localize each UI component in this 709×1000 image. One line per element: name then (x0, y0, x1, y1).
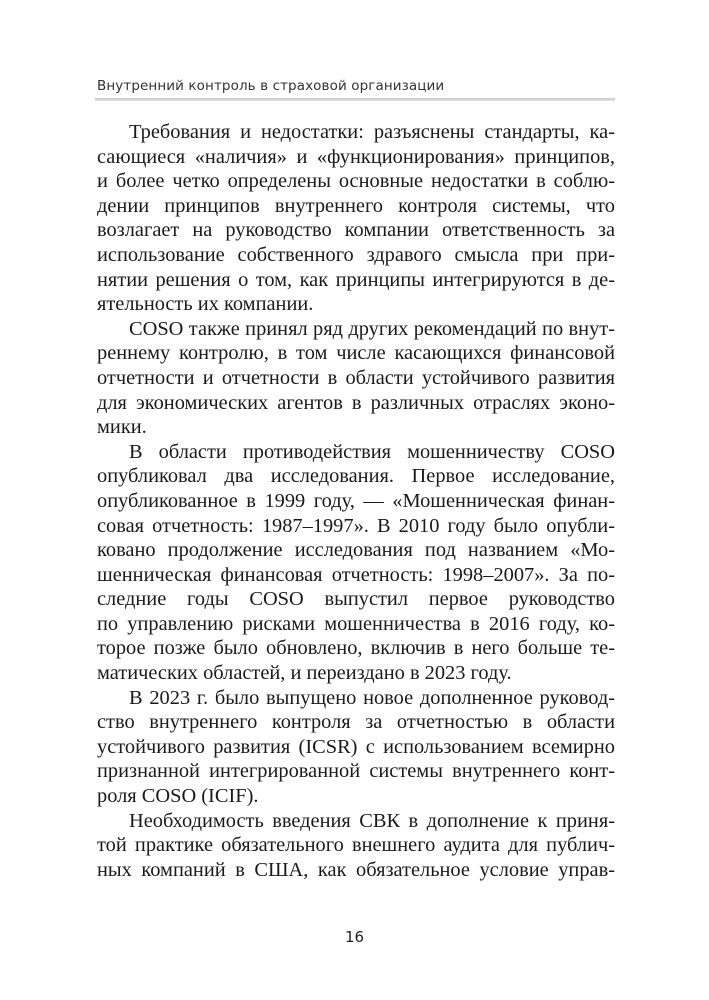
text-line: мики. (97, 416, 147, 439)
running-header: Внутренний контроль в страховой организации (97, 78, 445, 94)
text-line: торое позже было обновлено, включив в него больше те- (97, 637, 615, 660)
text-line: В области противодействия мошенничеству COSO (129, 440, 615, 463)
text-line: возлагает на руководство компании ответственность за (97, 219, 615, 242)
text-line: устойчивого развития (ICSR) с использованием всемирно (97, 735, 615, 758)
text-line: ковано продолжение исследования под названием «Мо- (97, 539, 615, 562)
text-line: ство внутреннего контроля за отчетностью в области (97, 711, 615, 734)
text-line: реннему контролю, в том числе касающихся финансовой (97, 342, 615, 365)
text-line: использование собственного здравого смысла при при- (97, 243, 615, 266)
text-line: дении принципов внутреннего контроля системы, что (97, 194, 615, 217)
body-text (97, 120, 615, 882)
text-line: Требования и недостатки: разъяснены стандарты, ка- (129, 121, 615, 143)
text-line: для экономических агентов в различных отраслях эконо- (97, 391, 615, 414)
text-line: опубликовал два исследования. Первое исследование, (97, 465, 615, 488)
text-line: COSO также принял ряд других рекомендаций по внут- (129, 317, 615, 340)
text-line: сающиеся «наличия» и «функционирования» принципов, (97, 145, 615, 168)
text-line: опубликованное в 1999 году, — «Мошенническая финан- (97, 489, 615, 512)
text-line: и более четко определены основные недостатки в соблю- (97, 170, 615, 193)
text-line: шенническая финансовая отчетность: 1998–2007». За по- (97, 563, 615, 586)
text-line: нятии решения о том, как принципы интегрируются в де- (97, 268, 615, 291)
text-line: отчетности и отчетности в области устойчивого развития (97, 366, 615, 389)
text-line: В 2023 г. было выпущено новое дополненное руковод- (129, 686, 615, 709)
text-line: следние годы COSO выпустил первое руководство (97, 588, 615, 611)
text-line: признанной интегрированной системы внутреннего конт- (97, 760, 615, 783)
page-number: 16 (344, 928, 365, 946)
text-line: по управлению рисками мошенничества в 2016 году, ко- (97, 612, 615, 635)
text-line: ятельность их компании. (97, 293, 314, 316)
text-line: роля COSO (ICIF). (97, 785, 259, 808)
text-line: матических областей, и переиздано в 2023 году. (97, 662, 512, 685)
text-line: Необходимость введения СВК в дополнение к приня- (129, 809, 615, 832)
header-divider (95, 98, 615, 101)
text-line: ных компаний в США, как обязательное условие управ- (97, 858, 615, 881)
text-line: совая отчетность: 1987–1997». В 2010 году было опубли- (97, 514, 615, 537)
text-line: той практике обязательного внешнего аудита для публич- (97, 834, 615, 857)
